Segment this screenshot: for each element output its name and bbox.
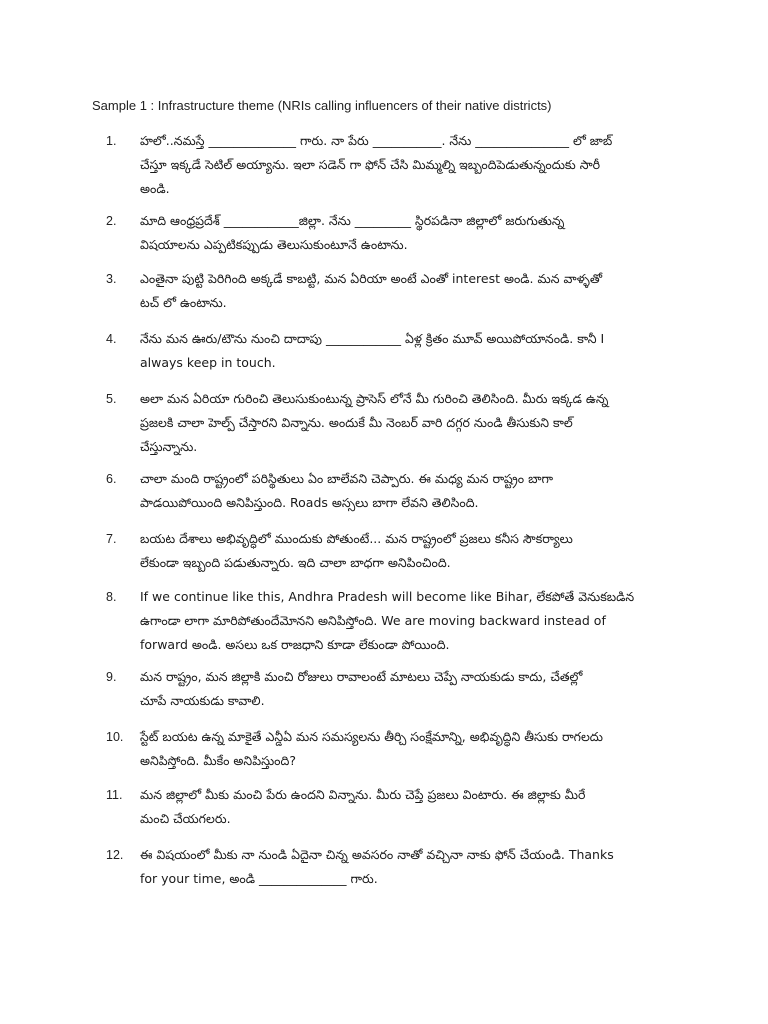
list-item-number: 1. [106,134,117,148]
list-item-text-line: చేస్తూ ఇక్కడే సెటిల్ అయ్యాను. ఇలా సడెన్ గా ఫోన్ చేసి మిమ్మల్ని ఇబ్బందిపెడుతున్నందుకు సారీ [140,157,601,172]
list-item-number: 10. [106,730,124,744]
list-item-text-line: ఈ విషయంలో మీకు నా నుండి ఏదైనా చిన్న అవసరం నాతో వచ్చినా నాకు ఫోన్ చేయండి. Thanks [140,847,614,862]
list-item-number: 5. [106,392,117,406]
list-item-number: 6. [106,472,117,486]
document-heading: Sample 1 : Infrastructure theme (NRIs calling influencers of their native districts) [92,98,552,113]
list-item-text-line: If we continue like this, Andhra Pradesh will become like Bihar, లేకపోతే వెనుకబడిన [140,589,635,604]
list-item-text-line: చేస్తున్నాను. [140,439,198,454]
list-item-text-line: always keep in touch. [140,355,276,370]
list-item-number: 2. [106,214,117,228]
list-item-text-line: నేను మన ఊరు/టౌను నుంచి దాదాపు ____________ ఏళ్ల క్రితం మూవ్ అయిపోయానండి. కానీ I [140,331,605,346]
list-item-text-line: ఎంతైనా పుట్టి పెరిగింది అక్కడే కాబట్టి, మన ఏరియా అంటే ఎంతో interest అండి. మన వాళ్ళతో [140,271,603,286]
list-item-text-line: ఉగాండా లాగా మారిపోతుందేమోనని అనిపిస్తోంది. We are moving backward instead of [140,613,606,628]
list-item-number: 11. [106,788,123,802]
list-item-text-line: హలో..నమస్తే ______________ గారు. నా పేరు ___________. నేను _______________ లో జాబ్ [140,133,613,148]
list-item-text-line: బయట దేశాలు అభివృద్ధిలో ముందుకు పోతుంటే... మన రాష్ట్రంలో ప్రజలు కనీస సౌకర్యాలు [140,531,573,546]
list-item-text-line: అండి. [140,181,170,196]
list-item-number: 3. [106,272,117,286]
list-item-text-line: విషయాలను ఎప్పటికప్పుడు తెలుసుకుంటూనే ఉంటాను. [140,237,408,252]
list-item-text-line: ప్రజలకి చాలా హెల్ప్ చేస్తారని విన్నాను. అందుకే మీ నెంబర్ వారి దగ్గర నుండి తీసుకుని కాల్ [140,415,573,430]
list-item-text-line: మాది ఆంధ్రప్రదేశ్ ____________జిల్లా. నేను _________ స్థిరపడినా జిల్లాలో జరుగుతున్న [140,213,565,228]
list-item-text-line: చాలా మంది రాష్ట్రంలో పరిస్థితులు ఏం బాలేవని చెప్పారు. ఈ మధ్య మన రాష్ట్రం బాగా [140,471,554,486]
list-item-text-line: లేకుండా ఇబ్బంది పడుతున్నారు. ఇది చాలా బాధగా అనిపించింది. [140,555,451,570]
list-item-number: 12. [106,848,124,862]
list-item-text-line: అనిపిస్తోంది. మీకేం అనిపిస్తుంది? [140,753,296,768]
list-item-number: 9. [106,670,117,684]
list-item-number: 7. [106,532,117,546]
list-item-text-line: అలా మన ఏరియా గురించి తెలుసుకుంటున్న ప్రాసెస్ లోనే మీ గురించి తెలిసింది. మీరు ఇక్కడ ఉన్న [140,391,609,406]
list-item-text-line: స్టేట్ బయట ఉన్న మాకైతే ఎన్డీఏ మన సమస్యలను తీర్చి సంక్షేమాన్ని, అభివృద్ధిని తీసుకు రాగలదు [140,729,603,744]
list-item-text-line: forward అండి. అసలు ఒక రాజధాని కూడా లేకుండా పోయింది. [140,637,450,652]
list-item-text-line: for your time, అండి ______________ గారు. [140,871,378,886]
list-item-number: 4. [106,332,117,346]
list-item-text-line: టచ్ లో ఉంటాను. [140,295,227,310]
list-item-text-line: పాడయిపోయింది అనిపిస్తుంది. Roads అస్సలు బాగా లేవని తెలిసింది. [140,495,479,510]
list-item-text-line: మంచి చేయగలరు. [140,811,231,826]
list-item-text-line: మన జిల్లాలో మీకు మంచి పేరు ఉందని విన్నాను. మీరు చెప్తే ప్రజలు వింటారు. ఈ జిల్లాకు మీరే [140,787,586,802]
list-item-text-line: మన రాష్ట్రం, మన జిల్లాకి మంచి రోజులు రావాలంటే మాటలు చెప్పే నాయకుడు కాదు, చేతల్లో [140,669,583,684]
list-item-text-line: చూపే నాయకుడు కావాలి. [140,693,265,708]
list-item-number: 8. [106,590,117,604]
